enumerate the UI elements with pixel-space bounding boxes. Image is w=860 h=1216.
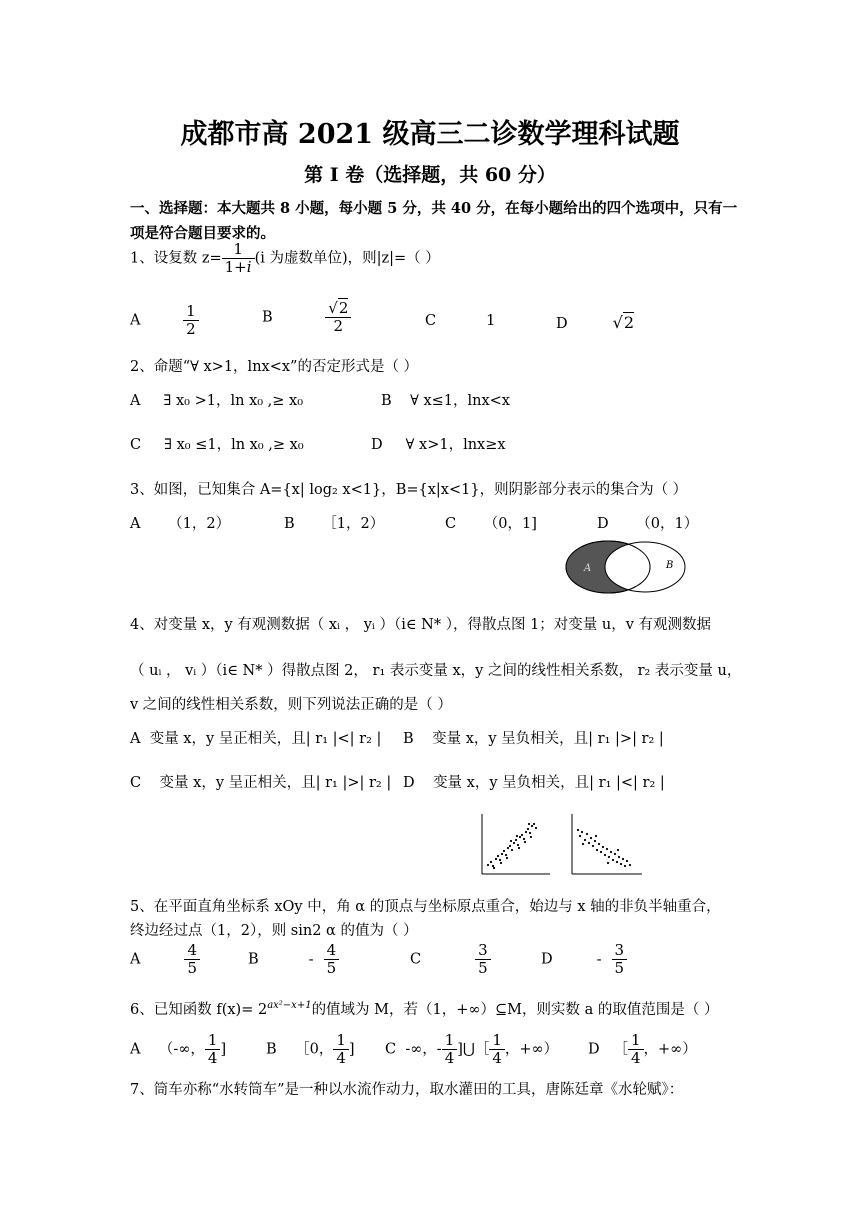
question-4-line2: （ uᵢ ， vᵢ ）（i∈ N* ）得散点图 2， r₁ 表示变量 x，y 之间的线性相关系数， r₂ 表示变量 u， <box>130 663 742 679</box>
section-subtitle: 第 I 卷（选择题，共 60 分） <box>304 164 556 186</box>
venn-label-a: A <box>584 563 592 574</box>
q4-option-d: D 变量 x，y 呈负相关，且| r₁ |<| r₂ | <box>403 775 665 791</box>
q6-option-c: C -∞，- $\frac{1}{4}$ ]⋃［ $\frac{1}{4}$ ，+∞） <box>385 1031 559 1067</box>
question-5-line2: 终边经过点（1，2），则 sin2 α 的值为（ ） <box>130 923 418 939</box>
q1-option-b: B $\frac{√2}{2}$ <box>262 300 351 335</box>
question-1-stem: 1、设复数 z= $\frac{1}{1+i}$ (i 为虚数单位)，则|z|=（ ） <box>130 240 440 276</box>
question-4-line3: v 之间的线性相关系数，则下列说法正确的是（ ） <box>130 697 452 713</box>
q6-option-a: A （-∞， $\frac{1}{4}$ ] <box>130 1031 227 1067</box>
question-2-stem: 2、命题“∀ x>1，lnx<x”的否定形式是（ ） <box>130 359 419 375</box>
section-heading: 一、选择题：本大题共 8 小题，每小题 5 分，共 40 分，在每小题给出的四个选项中，只有一项是符合题目要求的。 <box>130 200 738 242</box>
q5-option-a: A $\frac{4}{5}$ <box>130 942 200 977</box>
q2-option-b: B ∀ x≤1，lnx<x <box>381 393 510 409</box>
q3-option-c: C （0，1] <box>445 516 537 532</box>
question-4-line1: 4、对变量 x，y 有观测数据（ xᵢ ， yᵢ ）（i∈ N* ），得散点图 1；对变量 u，v 有观测数据 <box>130 617 712 633</box>
question-6-stem: 6、已知函数 $f(x)= 2^{ax^2-x+1}$的值域为 M，若（1，+∞）⊆M，则实数 a 的取值范围是（ ） <box>130 1000 719 1018</box>
q5-option-c: C $\frac{3}{5}$ <box>410 942 491 977</box>
fraction: $\frac{1}{1+i}$ <box>222 241 255 276</box>
q2-option-c: C ∃ x₀ ≤1，ln x₀ ,≥ x₀ <box>130 437 304 453</box>
scatter-plots <box>472 810 646 878</box>
q6-option-b: B ［0， $\frac{1}{4}$ ] <box>266 1031 355 1067</box>
scatter-plot-1 <box>482 814 550 874</box>
q3-option-a: A （1，2） <box>130 516 231 532</box>
venn-label-b: B <box>666 560 674 571</box>
page-title: 成都市高 2021 级高三二诊数学理科试题 <box>180 119 680 150</box>
q2-option-d: D ∀ x>1，lnx≥x <box>371 437 506 453</box>
question-5-line1: 5、在平面直角坐标系 xOy 中，角 α 的顶点与坐标原点重合，始边与 x 轴的非负半轴重合， <box>130 899 721 915</box>
q3-option-b: B ［1，2） <box>284 516 385 532</box>
q5-option-b: B - $\frac{4}{5}$ <box>248 942 339 977</box>
question-3-stem: 3、如图，已知集合 A={x| log₂ x<1}，B={x|x<1}，则阴影部分表示的集合为（ ） <box>130 482 688 498</box>
q1-option-a: A $\frac{1}{2}$ <box>130 303 199 338</box>
q4-option-b: B 变量 x，y 呈负相关，且| r₁ |>| r₂ | <box>403 731 664 747</box>
q1-option-d: D √2 <box>556 313 635 332</box>
q6-option-d: D ［ $\frac{1}{4}$ ，+∞） <box>588 1031 697 1067</box>
q1-option-c: C 1 <box>425 313 496 329</box>
question-7-stem: 7、筒车亦称“水转筒车”是一种以水流作动力，取水灌田的工具，唐陈廷章《水轮赋》： <box>130 1082 684 1098</box>
venn-diagram <box>562 538 692 596</box>
q4-option-c: C 变量 x，y 呈正相关，且| r₁ |>| r₂ | <box>130 775 392 791</box>
q2-option-a: A ∃ x₀ >1，ln x₀ ,≥ x₀ <box>130 393 304 409</box>
scatter-plot-2 <box>572 814 642 874</box>
q3-option-d: D （0，1） <box>597 516 699 532</box>
q5-option-d: D - $\frac{3}{5}$ <box>541 942 627 977</box>
q4-option-a: A 变量 x，y 呈正相关，且| r₁ |<| r₂ | <box>130 731 382 747</box>
